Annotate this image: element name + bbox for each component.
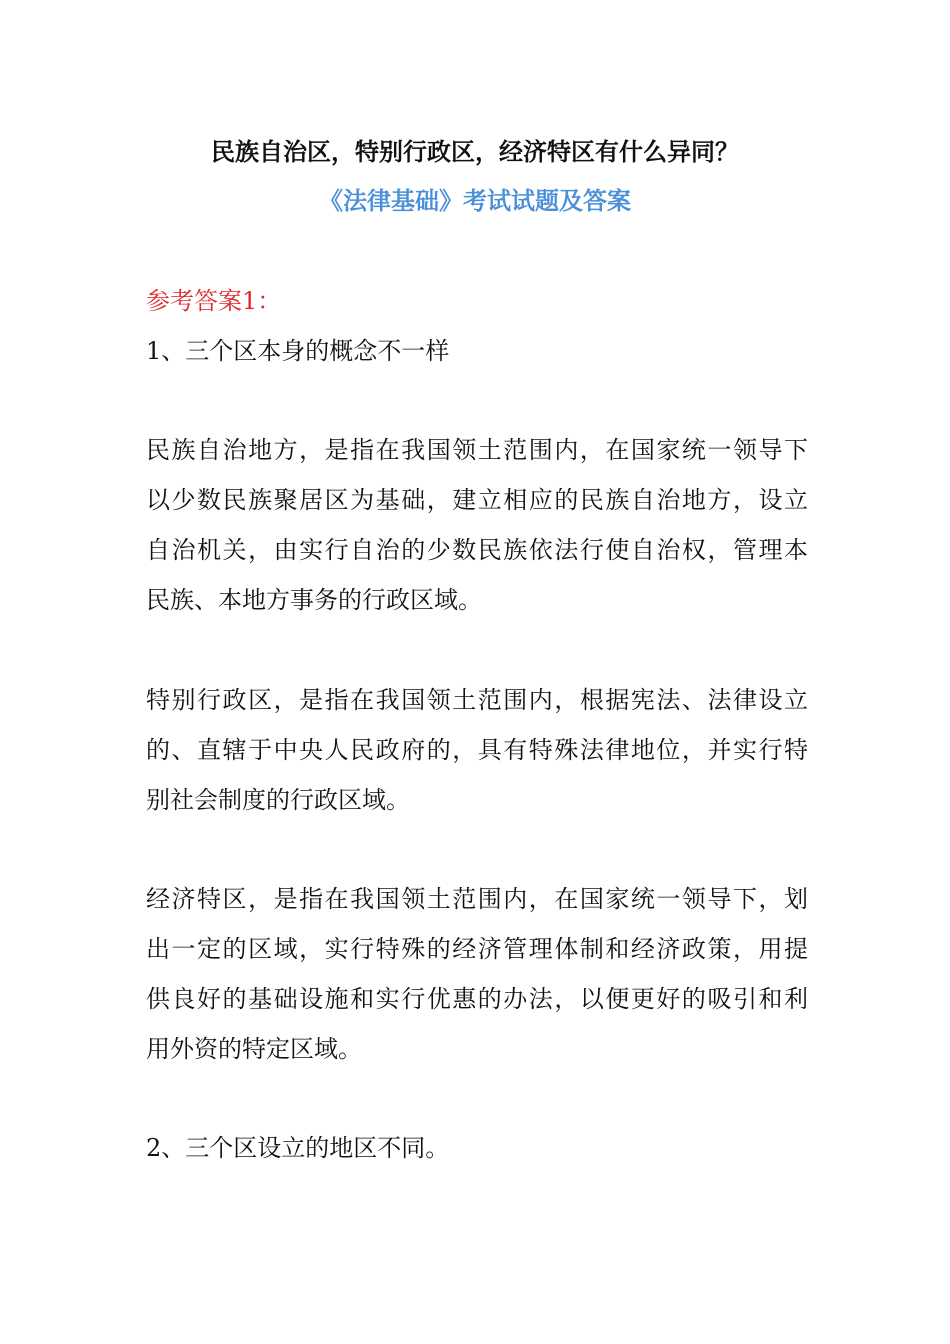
paragraph-line: 民族自治地方，是指在我国领土范围内，在国家统一领导下 <box>146 436 808 464</box>
paragraph-line: 民族、本地方事务的行政区域。 <box>146 586 482 614</box>
paragraph-line: 特别行政区，是指在我国领土范围内，根据宪法、法律设立 <box>146 686 808 714</box>
paragraph-line: 用外资的特定区域。 <box>146 1035 362 1063</box>
section-heading-2: 2、三个区设立的地区不同。 <box>146 1134 450 1162</box>
paragraph-line: 自治机关，由实行自治的少数民族依法行使自治权，管理本 <box>146 536 808 564</box>
document-subtitle: 《法律基础》考试试题及答案 <box>319 186 631 215</box>
document-title: 民族自治区，特别行政区，经济特区有什么异同？ <box>211 137 739 166</box>
paragraph-line: 别社会制度的行政区域。 <box>146 786 410 814</box>
paragraph-line: 出一定的区域，实行特殊的经济管理体制和经济政策，用提 <box>146 935 808 963</box>
paragraph-line: 供良好的基础设施和实行优惠的办法，以便更好的吸引和利 <box>146 985 808 1013</box>
reference-answer-label: 参考答案1： <box>146 287 282 315</box>
paragraph-special-economic-zone <box>146 874 808 1074</box>
section-heading-1: 1、三个区本身的概念不一样 <box>146 337 450 365</box>
paragraph-special-administrative-region <box>146 675 808 825</box>
paragraph-autonomous-region <box>146 425 808 625</box>
paragraph-line: 经济特区，是指在我国领土范围内，在国家统一领导下，划 <box>146 885 808 913</box>
paragraph-line: 的、直辖于中央人民政府的，具有特殊法律地位，并实行特 <box>146 736 808 764</box>
paragraph-line: 以少数民族聚居区为基础，建立相应的民族自治地方，设立 <box>146 486 808 514</box>
